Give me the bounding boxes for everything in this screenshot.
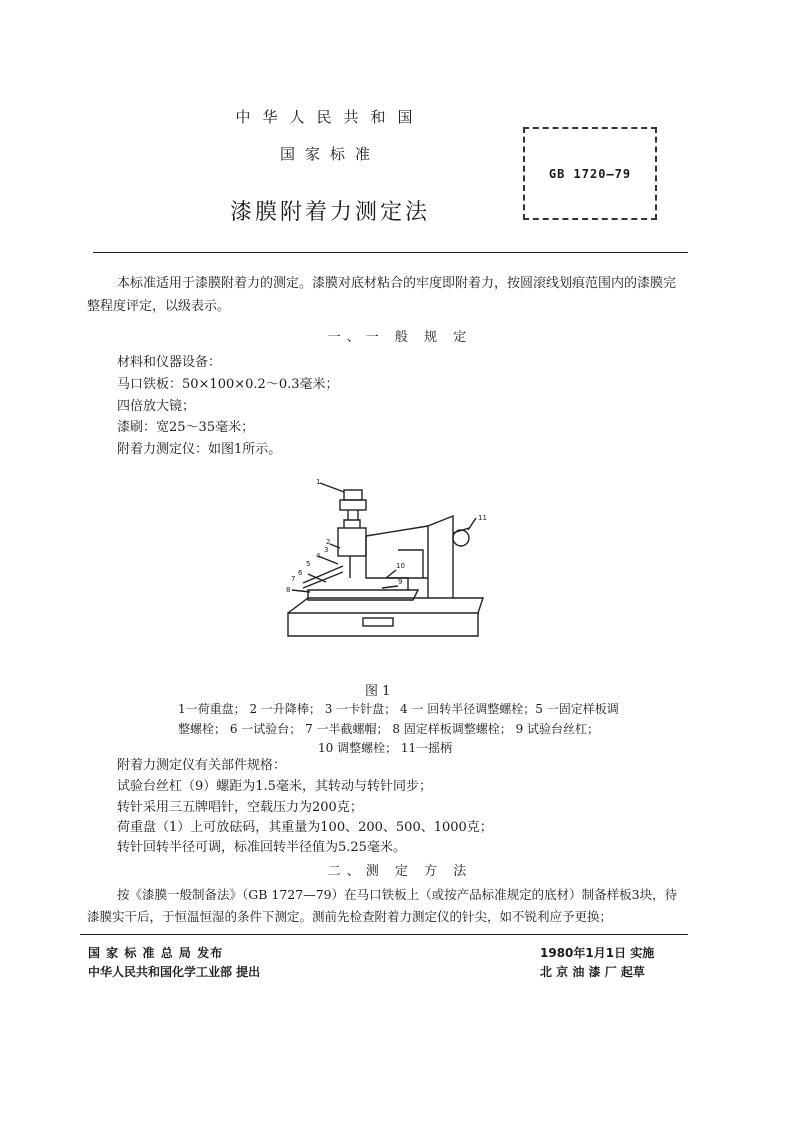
- callout-10: 10: [396, 562, 405, 570]
- adhesion-tester-figure: [278, 478, 498, 643]
- figure-caption-line: 1一荷重盘； 2 一升降棒； 3 一卡针盘； 4 一 回转半径调整螺栓；5 一固定样板调: [178, 702, 619, 716]
- spec-line: 附着力测定仪有关部件规格：: [117, 758, 287, 773]
- callout-3: 3: [324, 546, 329, 554]
- callout-7: 7: [291, 575, 296, 583]
- spec-line: 转针回转半径可调，标准回转半径值为5.25毫米。: [117, 840, 406, 855]
- document-title: 漆膜附着力测定法: [229, 200, 430, 225]
- callout-9: 9: [398, 578, 403, 586]
- figure-label: 图 1: [365, 684, 391, 699]
- callout-4: 4: [316, 552, 321, 560]
- callout-2: 2: [326, 538, 331, 546]
- callout-1: 1: [316, 478, 321, 486]
- section1-line: 四倍放大镜；: [117, 399, 196, 414]
- section1-heading: 一、一 般 规 定: [327, 330, 473, 345]
- section1-line: 材料和仪器设备：: [117, 355, 222, 370]
- header-standard-type: 国家标准: [279, 145, 380, 163]
- figure-caption-line: 10 调整螺栓； 11一摇柄: [318, 741, 453, 755]
- intro-paragraph: 本标准适用于漆膜附着力的测定。漆膜对底材粘合的牢度即附着力，按圆滚线划痕范围内的漆膜完整程度评定，以级表示。: [87, 276, 677, 314]
- header-country: 中华人民共和国: [235, 108, 425, 126]
- section1-line: 附着力测定仪：如图1所示。: [117, 442, 282, 457]
- standard-code: GB 1720—79: [548, 166, 632, 181]
- section2-heading: 二、测 定 方 法: [327, 864, 473, 879]
- footer-proposer: 中华人民共和国化学工业部 提出: [88, 965, 261, 979]
- callout-6: 6: [298, 569, 303, 577]
- section1-line: 马口铁板：50×100×0.2～0.3毫米；: [117, 377, 339, 392]
- footer-divider: [80, 934, 688, 935]
- footer-drafter: 北 京 油 漆 厂 起草: [540, 965, 645, 979]
- section1-line: 漆刷：宽25～35毫米；: [117, 420, 255, 435]
- callout-5: 5: [306, 560, 311, 568]
- footer-issuer: 国 家 标 准 总 局 发布: [88, 946, 224, 960]
- spec-line: 转针采用三五牌唱针，空载压力为200克；: [117, 800, 363, 815]
- callout-8: 8: [286, 586, 291, 594]
- section2-paragraph: 按《漆膜一般制备法》（GB 1727—79）在马口铁板上（或按产品标准规定的底材）制备样板3块，待漆膜实干后，于恒温恒湿的条件下测定。测前先检查附着力测定仪的针尖，如不锐利应予更换；: [87, 887, 678, 924]
- spec-line: 荷重盘（1）上可放砝码，其重量为100、200、500、1000克；: [117, 820, 493, 835]
- spec-line: 试验台丝杠（9）螺距为1.5毫米，其转动与转针同步；: [117, 779, 432, 794]
- figure-caption-line: 整螺栓； 6 一试验台； 7 一半截螺帽； 8 固定样板调整螺栓； 9 试验台丝杠；: [178, 722, 600, 736]
- header-divider: [93, 252, 688, 253]
- callout-11: 11: [478, 514, 487, 522]
- footer-effective-date: 1980年1月1日 实施: [540, 946, 655, 960]
- standard-code-box: [523, 127, 657, 220]
